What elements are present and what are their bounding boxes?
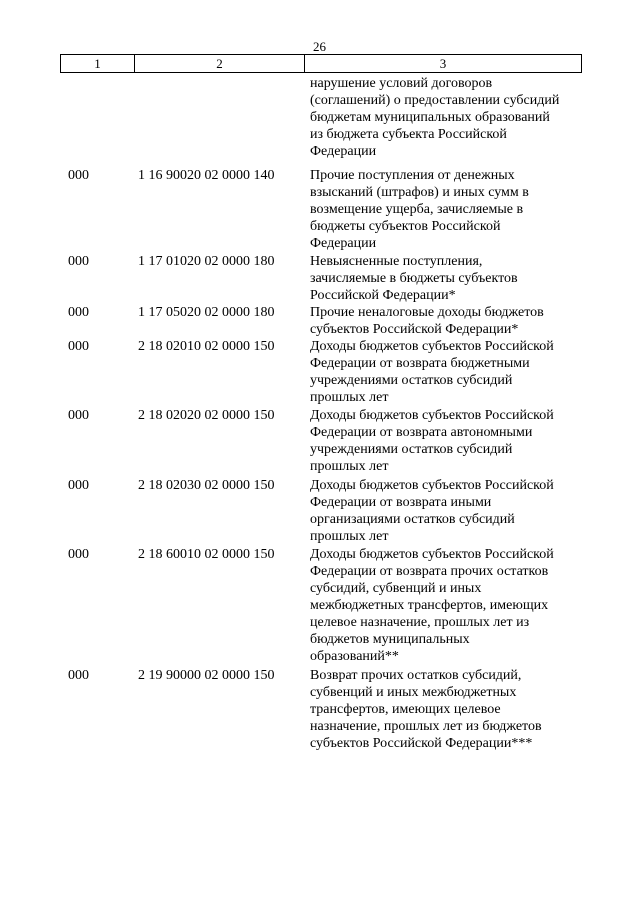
budget-classification-code: 2 18 02010 02 0000 150 — [138, 339, 275, 354]
income-description: Доходы бюджетов субъектов Российской Федерации от возврата иными организациями остатков субсидий прошлых лет — [310, 478, 554, 544]
page-number: 26 — [313, 39, 326, 54]
admin-code: 000 — [68, 478, 89, 493]
income-description: Доходы бюджетов субъектов Российской Федерации от возврата автономными учреждениями остатков субсидий прошлых лет — [310, 408, 554, 474]
budget-classification-code: 1 17 05020 02 0000 180 — [138, 305, 275, 320]
admin-code: 000 — [68, 668, 89, 683]
header-col-3: 3 — [439, 56, 447, 71]
budget-classification-code: 2 19 90000 02 0000 150 — [138, 668, 275, 683]
admin-code: 000 — [68, 254, 89, 269]
admin-code: 000 — [68, 339, 89, 354]
admin-code: 000 — [68, 168, 89, 183]
income-description: Прочие поступления от денежных взысканий (штрафов) и иных сумм в возмещение ущерба, зачисляемые в бюджеты субъектов Российской Федерации — [310, 168, 529, 251]
header-col-1: 1 — [61, 55, 135, 72]
budget-classification-code: 1 17 01020 02 0000 180 — [138, 254, 275, 269]
continuation-description: нарушение условий договоров (соглашений) о предоставлении субсидий бюджетам муниципальных образований из бюджета субъекта Российской Федерации — [310, 76, 560, 159]
income-description: Возврат прочих остатков субсидий, субвенций и иных межбюджетных трансфертов, имеющих целевое назначение, прошлых лет из бюджетов субъектов Российской Федерации*** — [310, 668, 542, 751]
budget-classification-code: 2 18 02020 02 0000 150 — [138, 408, 275, 423]
table-header-row — [60, 54, 582, 73]
income-description: Прочие неналоговые доходы бюджетов субъектов Российской Федерации* — [310, 305, 544, 337]
admin-code: 000 — [68, 305, 89, 320]
budget-classification-code: 1 16 90020 02 0000 140 — [138, 168, 275, 183]
income-description: Доходы бюджетов субъектов Российской Федерации от возврата бюджетными учреждениями остатков субсидий прошлых лет — [310, 339, 554, 405]
admin-code: 000 — [68, 408, 89, 423]
admin-code: 000 — [68, 547, 89, 562]
budget-classification-code: 2 18 02030 02 0000 150 — [138, 478, 275, 493]
income-description: Невыясненные поступления, зачисляемые в бюджеты субъектов Российской Федерации* — [310, 254, 518, 303]
income-description: Доходы бюджетов субъектов Российской Федерации от возврата прочих остатков субсидий, субвенций и иных межбюджетных трансфертов, имеющих целевое назначение, прошлых лет из бюджетов муниципальных образований** — [310, 547, 554, 664]
header-col-2: 2 — [135, 55, 305, 72]
budget-classification-code: 2 18 60010 02 0000 150 — [138, 547, 275, 562]
